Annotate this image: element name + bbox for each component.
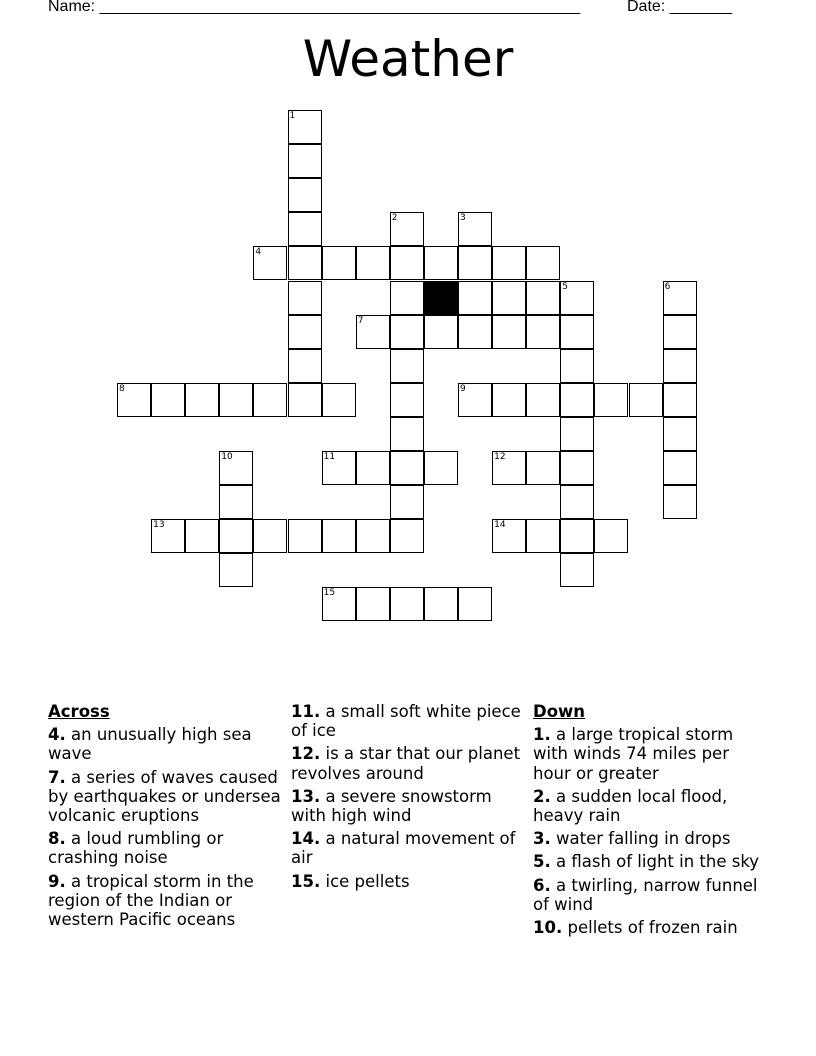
grid-cell[interactable]: [219, 383, 253, 417]
grid-cell[interactable]: [560, 349, 594, 383]
clue-item: [291, 829, 527, 867]
grid-cell[interactable]: [526, 281, 560, 315]
grid-cell[interactable]: [390, 587, 424, 621]
grid-cell[interactable]: [458, 315, 492, 349]
clue-item-number: 1.: [533, 725, 551, 745]
across-clue-list-continued: [291, 702, 527, 891]
grid-cell[interactable]: [356, 246, 390, 280]
clue-item-text: a loud rumbling or crashing noise: [48, 829, 224, 868]
clue-item-number: 14.: [291, 829, 321, 849]
grid-cell[interactable]: [492, 281, 526, 315]
clue-number: 5: [562, 281, 569, 292]
clue-item-number: 13.: [291, 786, 321, 806]
clue-number: 12: [494, 452, 506, 462]
clue-item: [48, 872, 284, 930]
grid-cell[interactable]: [356, 587, 390, 621]
across-clue-list: [48, 725, 284, 929]
clue-item-text: ice pellets: [325, 871, 410, 891]
puzzle-title: Weather: [302, 30, 514, 88]
clue-number: 14: [494, 520, 506, 531]
grid-cell[interactable]: [288, 212, 322, 246]
clue-item-number: 3.: [533, 829, 551, 849]
clue-number: 3: [460, 213, 466, 224]
grid-cell[interactable]: [424, 451, 458, 485]
grid-cell[interactable]: [663, 315, 697, 349]
grid-cell[interactable]: [288, 315, 322, 349]
clue-item-text: a sudden local flood, heavy rain: [533, 786, 728, 826]
clue-item-text: a series of waves caused by earthquakes or undersea volcanic eruptions: [48, 767, 281, 826]
grid-cell[interactable]: [492, 383, 526, 417]
grid-cell[interactable]: [560, 519, 594, 553]
grid-cell[interactable]: [594, 383, 628, 417]
grid-cell[interactable]: [458, 587, 492, 621]
clue-item: [291, 787, 527, 825]
clue-item-number: 7.: [48, 767, 66, 787]
clue-item-text: a small soft white piece of ice: [291, 702, 521, 741]
grid-cell[interactable]: [356, 519, 390, 553]
clue-number: 2: [391, 213, 398, 224]
grid-cell[interactable]: [424, 246, 458, 280]
across-heading: Across: [48, 702, 110, 721]
grid-cell[interactable]: [526, 315, 560, 349]
clue-number: 11: [323, 452, 336, 462]
clue-item-text: a severe snowstorm with high wind: [291, 786, 492, 826]
clue-item-text: a twirling, narrow funnel of wind: [533, 875, 758, 914]
grid-cell[interactable]: [288, 349, 322, 383]
clue-item: [533, 829, 769, 848]
grid-cell[interactable]: [390, 281, 424, 315]
grid-cell[interactable]: [492, 246, 526, 280]
grid-cell[interactable]: [322, 519, 356, 553]
clue-item-number: 8.: [48, 829, 66, 849]
clue-item-number: 2.: [533, 786, 551, 806]
grid-cell[interactable]: [560, 485, 594, 519]
grid-cell[interactable]: [322, 383, 356, 417]
date-field: Date: _______: [627, 0, 732, 15]
grid-cell[interactable]: [390, 451, 424, 485]
grid-cell[interactable]: [219, 519, 253, 553]
grid-cell[interactable]: [253, 519, 287, 553]
clue-number: 1: [289, 111, 296, 121]
black-cell: [424, 281, 458, 315]
clue-item-text: a tropical storm in the region of the Indian or western Pacific oceans: [48, 871, 254, 930]
clue-number: 13: [153, 520, 165, 531]
clue-item-number: 11.: [291, 702, 321, 721]
name-field: Name: ______________________________________________________: [48, 0, 581, 15]
grid-cell[interactable]: [390, 246, 424, 280]
down-clues-column: [533, 702, 769, 941]
grid-cell[interactable]: [560, 417, 594, 451]
grid-cell[interactable]: [219, 553, 253, 587]
grid-cell[interactable]: [458, 281, 492, 315]
grid-cell[interactable]: [151, 383, 185, 417]
grid-cell[interactable]: [663, 485, 697, 519]
grid-cell[interactable]: [322, 246, 356, 280]
clue-item: [533, 876, 769, 914]
down-clue-list: [533, 725, 769, 937]
grid-cell[interactable]: [560, 383, 594, 417]
clue-item: [533, 852, 769, 871]
clue-item: [48, 768, 284, 826]
clue-number: 4: [255, 247, 262, 258]
clue-number: 8: [119, 383, 125, 394]
grid-cell[interactable]: [185, 383, 219, 417]
grid-cell[interactable]: [288, 519, 322, 553]
clue-number: 6: [664, 281, 671, 292]
down-heading: Down: [533, 702, 586, 721]
grid-cell[interactable]: [663, 383, 697, 417]
clue-item-text: a large tropical storm with winds 74 miles per hour or greater: [533, 725, 734, 783]
grid-cell[interactable]: [594, 519, 628, 553]
grid-cell[interactable]: [219, 485, 253, 519]
grid-cell[interactable]: [629, 383, 663, 417]
grid-cell[interactable]: [288, 178, 322, 212]
clue-item: [533, 918, 769, 937]
clue-item-number: 4.: [48, 725, 66, 745]
clue-item-number: 5.: [533, 852, 551, 872]
grid-cell[interactable]: [288, 144, 322, 178]
grid-cell[interactable]: [526, 383, 560, 417]
grid-cell[interactable]: [663, 349, 697, 383]
grid-cell[interactable]: [526, 246, 560, 280]
grid-cell[interactable]: [390, 417, 424, 451]
clue-item-text: a flash of light in the sky: [556, 852, 760, 872]
grid-cell[interactable]: [560, 451, 594, 485]
clue-item-text: water falling in drops: [556, 829, 731, 849]
grid-cell[interactable]: [390, 315, 424, 349]
clue-item-number: 15.: [291, 871, 321, 891]
clue-item-number: 9.: [48, 871, 66, 891]
across-clues-column: [48, 702, 284, 933]
clue-item: [291, 702, 527, 740]
grid-cell[interactable]: [526, 519, 560, 553]
clue-item: [533, 787, 769, 825]
clue-item-text: is a star that our planet revolves around: [291, 744, 521, 783]
clue-item-text: a natural movement of air: [291, 829, 516, 868]
clue-number: 7: [357, 315, 364, 326]
clue-item: [48, 725, 284, 763]
clue-item-text: an unusually high sea wave: [48, 725, 252, 764]
clue-number: 9: [460, 383, 466, 394]
grid-cell[interactable]: [526, 451, 560, 485]
across-clues-continued-column: [291, 702, 527, 895]
grid-cell[interactable]: [288, 383, 322, 417]
clue-item-number: 10.: [533, 918, 563, 938]
grid-cell[interactable]: [185, 519, 219, 553]
grid-cell[interactable]: [663, 417, 697, 451]
grid-cell[interactable]: [390, 519, 424, 553]
clue-item: [291, 744, 527, 782]
grid-cell[interactable]: [390, 485, 424, 519]
clue-number: 15: [323, 588, 336, 599]
clue-item-text: pellets of frozen rain: [567, 918, 738, 938]
grid-cell[interactable]: [390, 383, 424, 417]
grid-cell[interactable]: [288, 246, 322, 280]
grid-cell[interactable]: [663, 451, 697, 485]
grid-cell[interactable]: [356, 451, 390, 485]
clue-item: [533, 725, 769, 783]
clue-item: [291, 872, 527, 891]
grid-cell[interactable]: [560, 553, 594, 587]
grid-cell[interactable]: [253, 383, 287, 417]
grid-cell[interactable]: [492, 315, 526, 349]
grid-cell[interactable]: [424, 315, 458, 349]
clue-item-number: 6.: [533, 875, 551, 895]
clue-item-number: 12.: [291, 744, 321, 764]
grid-cell[interactable]: [560, 315, 594, 349]
grid-cell[interactable]: [458, 246, 492, 280]
clue-number: 10: [221, 452, 233, 462]
grid-cell[interactable]: [288, 281, 322, 315]
grid-cell[interactable]: [424, 587, 458, 621]
grid-cell[interactable]: [390, 349, 424, 383]
clue-item: [48, 829, 284, 867]
